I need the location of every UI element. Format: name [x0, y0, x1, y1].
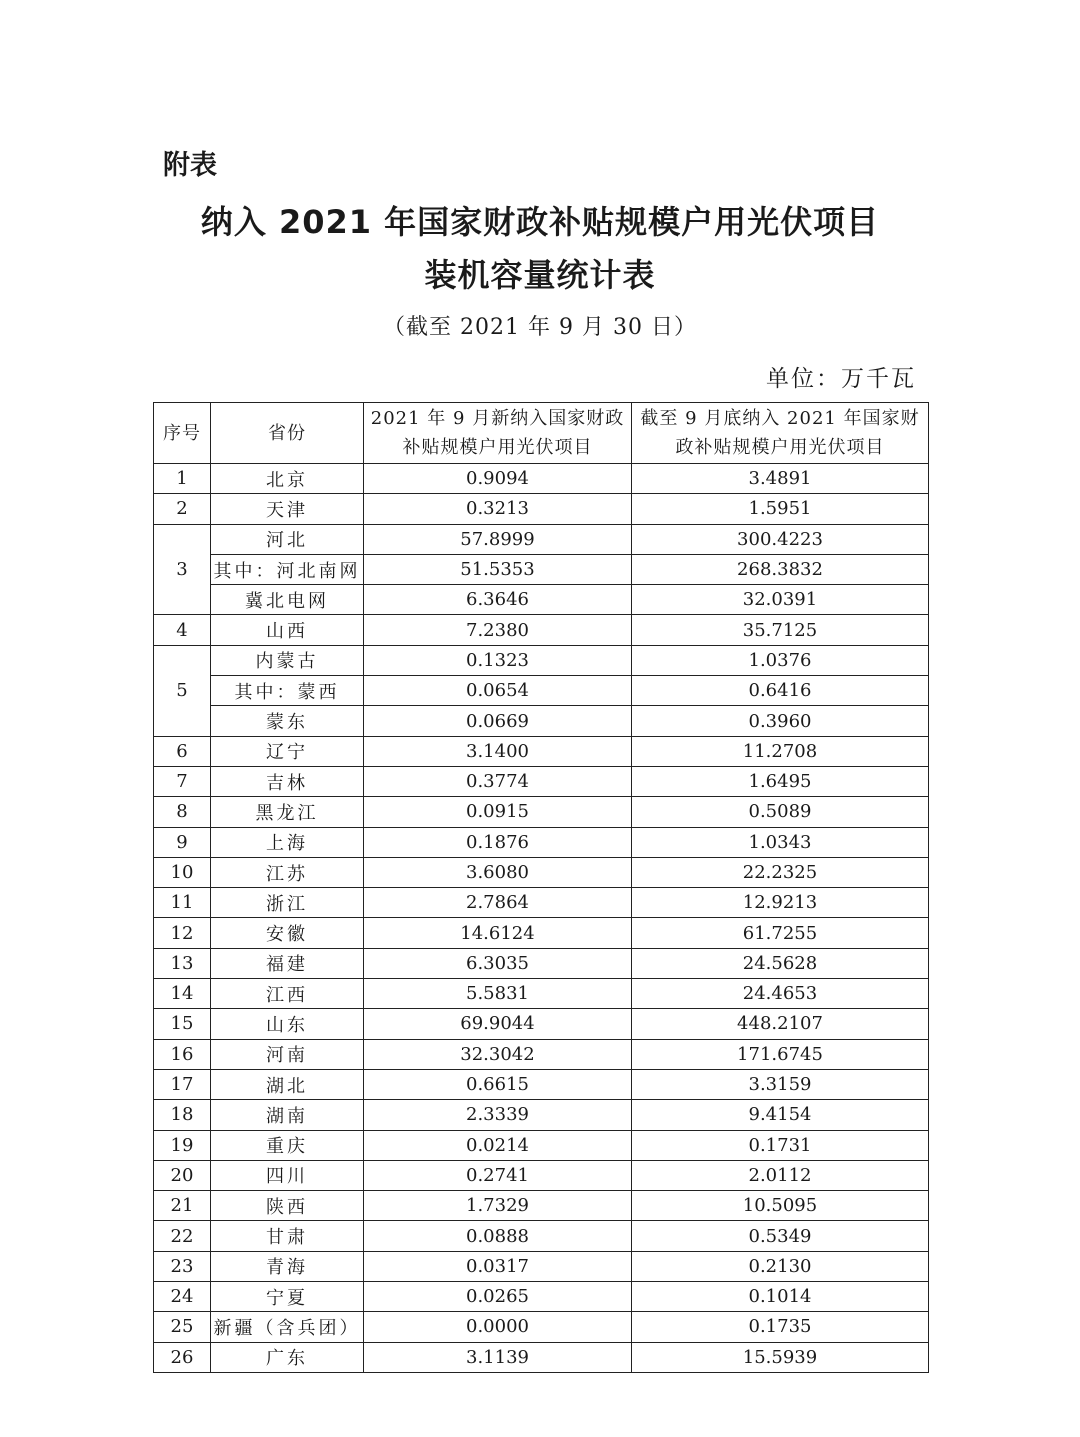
header-new-capacity: 2021 年 9 月新纳入国家财政补贴规模户用光伏项目 [364, 403, 632, 464]
row-cumulative-capacity: 9.4154 [632, 1100, 929, 1130]
row-province: 浙江 [211, 888, 364, 918]
row-cumulative-capacity: 268.3832 [632, 554, 929, 584]
table-row [154, 1160, 929, 1190]
row-seq: 1 [154, 464, 211, 494]
row-cumulative-capacity: 35.7125 [632, 615, 929, 645]
row-province: 陕西 [211, 1191, 364, 1221]
row-province: 蒙东 [211, 706, 364, 736]
page-title-line2: 装机容量统计表 [424, 256, 656, 294]
table-row [154, 554, 929, 584]
table-row [154, 1282, 929, 1312]
row-province: 内蒙古 [211, 645, 364, 675]
row-seq: 24 [154, 1282, 211, 1312]
header-province: 省份 [211, 403, 364, 464]
row-cumulative-capacity: 0.1735 [632, 1312, 929, 1342]
row-province: 重庆 [211, 1130, 364, 1160]
table-row [154, 494, 929, 524]
row-seq: 4 [154, 615, 211, 645]
row-new-capacity: 3.1139 [364, 1342, 632, 1372]
row-new-capacity: 3.1400 [364, 736, 632, 766]
table-row [154, 1069, 929, 1099]
row-new-capacity: 0.2741 [364, 1160, 632, 1190]
table-header-row [154, 403, 929, 464]
row-seq: 15 [154, 1009, 211, 1039]
row-new-capacity: 0.0915 [364, 797, 632, 827]
row-seq: 19 [154, 1130, 211, 1160]
row-province: 黑龙江 [211, 797, 364, 827]
row-new-capacity: 0.0669 [364, 706, 632, 736]
table-row [154, 979, 929, 1009]
table-row [154, 1100, 929, 1130]
row-cumulative-capacity: 0.2130 [632, 1251, 929, 1281]
row-province: 四川 [211, 1160, 364, 1190]
unit-label: 单位：万千瓦 [766, 366, 916, 392]
row-cumulative-capacity: 12.9213 [632, 888, 929, 918]
row-seq: 23 [154, 1251, 211, 1281]
row-new-capacity: 0.0654 [364, 676, 632, 706]
table-row [154, 1191, 929, 1221]
row-province: 辽宁 [211, 736, 364, 766]
table-row [154, 1251, 929, 1281]
row-province: 其中：蒙西 [211, 676, 364, 706]
row-new-capacity: 51.5353 [364, 554, 632, 584]
row-seq: 9 [154, 827, 211, 857]
row-new-capacity: 0.0265 [364, 1282, 632, 1312]
row-province: 山西 [211, 615, 364, 645]
row-new-capacity: 6.3646 [364, 585, 632, 615]
table-row [154, 918, 929, 948]
row-province: 上海 [211, 827, 364, 857]
row-province: 甘肃 [211, 1221, 364, 1251]
row-cumulative-capacity: 32.0391 [632, 585, 929, 615]
table-row [154, 706, 929, 736]
date-subtitle: （截至 2021 年 9 月 30 日） [383, 315, 697, 340]
row-cumulative-capacity: 300.4223 [632, 524, 929, 554]
row-new-capacity: 0.0214 [364, 1130, 632, 1160]
attach-label: 附表 [163, 150, 217, 181]
row-seq: 18 [154, 1100, 211, 1130]
row-new-capacity: 0.3213 [364, 494, 632, 524]
table-row [154, 676, 929, 706]
row-cumulative-capacity: 24.5628 [632, 948, 929, 978]
row-province: 山东 [211, 1009, 364, 1039]
row-seq: 3 [154, 524, 211, 615]
row-cumulative-capacity: 0.1014 [632, 1282, 929, 1312]
row-new-capacity: 3.6080 [364, 857, 632, 887]
header-seq: 序号 [154, 403, 211, 464]
row-seq: 16 [154, 1039, 211, 1069]
row-province: 天津 [211, 494, 364, 524]
row-province: 新疆（含兵团） [211, 1312, 364, 1342]
table-row [154, 797, 929, 827]
row-seq: 26 [154, 1342, 211, 1372]
page-title: 纳入 2021 年国家财政补贴规模户用光伏项目 [200, 203, 880, 241]
row-new-capacity: 2.3339 [364, 1100, 632, 1130]
row-cumulative-capacity: 0.1731 [632, 1130, 929, 1160]
table-row [154, 464, 929, 494]
row-seq: 12 [154, 918, 211, 948]
row-cumulative-capacity: 3.4891 [632, 464, 929, 494]
table-row [154, 1221, 929, 1251]
row-new-capacity: 14.6124 [364, 918, 632, 948]
row-new-capacity: 0.1323 [364, 645, 632, 675]
row-province: 福建 [211, 948, 364, 978]
row-seq: 13 [154, 948, 211, 978]
row-province: 湖南 [211, 1100, 364, 1130]
row-seq: 11 [154, 888, 211, 918]
row-seq: 20 [154, 1160, 211, 1190]
row-province: 河北 [211, 524, 364, 554]
row-province: 青海 [211, 1251, 364, 1281]
row-new-capacity: 0.9094 [364, 464, 632, 494]
row-seq: 7 [154, 766, 211, 796]
row-new-capacity: 0.1876 [364, 827, 632, 857]
row-province: 江苏 [211, 857, 364, 887]
row-seq: 22 [154, 1221, 211, 1251]
row-cumulative-capacity: 448.2107 [632, 1009, 929, 1039]
row-new-capacity: 2.7864 [364, 888, 632, 918]
row-new-capacity: 0.0317 [364, 1251, 632, 1281]
row-seq: 8 [154, 797, 211, 827]
table-row [154, 615, 929, 645]
row-seq: 2 [154, 494, 211, 524]
row-new-capacity: 0.3774 [364, 766, 632, 796]
row-cumulative-capacity: 0.6416 [632, 676, 929, 706]
row-new-capacity: 32.3042 [364, 1039, 632, 1069]
row-new-capacity: 0.0888 [364, 1221, 632, 1251]
table-body [154, 464, 929, 1373]
row-cumulative-capacity: 11.2708 [632, 736, 929, 766]
table-row [154, 766, 929, 796]
table-row [154, 888, 929, 918]
row-new-capacity: 1.7329 [364, 1191, 632, 1221]
row-province: 河南 [211, 1039, 364, 1069]
capacity-table [153, 402, 929, 1373]
row-cumulative-capacity: 0.3960 [632, 706, 929, 736]
row-province: 北京 [211, 464, 364, 494]
row-new-capacity: 6.3035 [364, 948, 632, 978]
row-seq: 17 [154, 1069, 211, 1099]
table-row [154, 948, 929, 978]
table-row [154, 524, 929, 554]
row-province: 吉林 [211, 766, 364, 796]
row-seq: 5 [154, 645, 211, 736]
row-cumulative-capacity: 22.2325 [632, 857, 929, 887]
row-seq: 14 [154, 979, 211, 1009]
table-row [154, 1039, 929, 1069]
row-cumulative-capacity: 1.5951 [632, 494, 929, 524]
table-row [154, 736, 929, 766]
table-row [154, 1009, 929, 1039]
table-row [154, 857, 929, 887]
table-row [154, 585, 929, 615]
row-seq: 21 [154, 1191, 211, 1221]
row-province: 广东 [211, 1342, 364, 1372]
row-cumulative-capacity: 15.5939 [632, 1342, 929, 1372]
row-new-capacity: 0.6615 [364, 1069, 632, 1099]
row-cumulative-capacity: 1.6495 [632, 766, 929, 796]
row-province: 安徽 [211, 918, 364, 948]
row-seq: 6 [154, 736, 211, 766]
table-row [154, 1130, 929, 1160]
row-cumulative-capacity: 1.0343 [632, 827, 929, 857]
table-row [154, 1312, 929, 1342]
row-new-capacity: 0.0000 [364, 1312, 632, 1342]
row-new-capacity: 7.2380 [364, 615, 632, 645]
table-row [154, 827, 929, 857]
row-cumulative-capacity: 3.3159 [632, 1069, 929, 1099]
row-seq: 25 [154, 1312, 211, 1342]
row-cumulative-capacity: 171.6745 [632, 1039, 929, 1069]
row-new-capacity: 57.8999 [364, 524, 632, 554]
row-province: 宁夏 [211, 1282, 364, 1312]
row-province: 江西 [211, 979, 364, 1009]
row-cumulative-capacity: 0.5089 [632, 797, 929, 827]
row-cumulative-capacity: 61.7255 [632, 918, 929, 948]
row-cumulative-capacity: 0.5349 [632, 1221, 929, 1251]
row-cumulative-capacity: 2.0112 [632, 1160, 929, 1190]
row-cumulative-capacity: 24.4653 [632, 979, 929, 1009]
table-row [154, 645, 929, 675]
row-new-capacity: 5.5831 [364, 979, 632, 1009]
table-row [154, 1342, 929, 1372]
row-seq: 10 [154, 857, 211, 887]
row-province: 湖北 [211, 1069, 364, 1099]
header-cumulative-capacity: 截至 9 月底纳入 2021 年国家财政补贴规模户用光伏项目 [632, 403, 929, 464]
row-province: 冀北电网 [211, 585, 364, 615]
row-cumulative-capacity: 10.5095 [632, 1191, 929, 1221]
row-new-capacity: 69.9044 [364, 1009, 632, 1039]
row-cumulative-capacity: 1.0376 [632, 645, 929, 675]
row-province: 其中：河北南网 [211, 554, 364, 584]
